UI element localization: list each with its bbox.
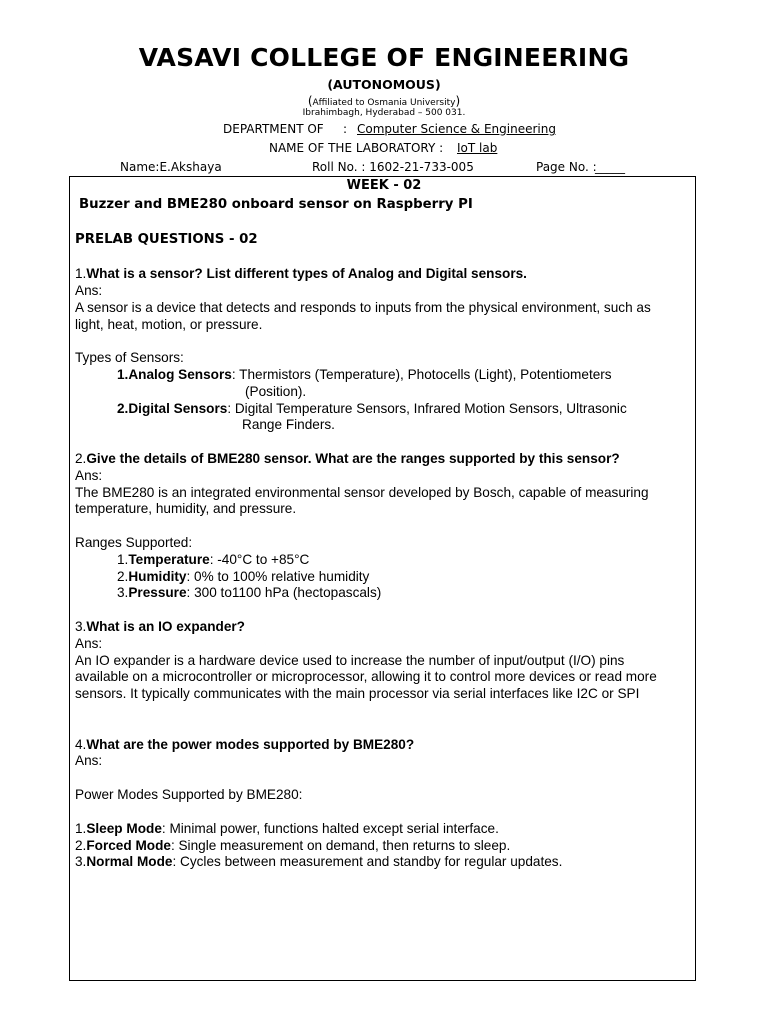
department-label: DEPARTMENT OF: [223, 122, 324, 136]
college-name: VASAVI COLLEGE OF ENGINEERING: [138, 43, 630, 72]
q3-answer-line-1: An IO expander is a hardware device used to increase the number of input/output (I/O) pins: [75, 653, 625, 668]
q2-r2-number: 2.: [117, 569, 129, 584]
q3-ans-label: Ans:: [75, 636, 103, 651]
lab-label: NAME OF THE LABORATORY :: [269, 141, 444, 155]
q2-r3-number: 3.: [117, 585, 129, 600]
q1-digital-label: Digital Sensors: [128, 401, 228, 416]
week-heading: WEEK - 02: [346, 178, 422, 193]
q2-ans-label: Ans:: [75, 468, 103, 483]
q2-r3-text: : 300 to1100 hPa (hectopascals): [186, 585, 382, 600]
q2-range-humidity: [117, 568, 369, 585]
q4-m2-text: : Single measurement on demand, then returns to sleep.: [170, 838, 511, 853]
affiliation-close-paren: ): [455, 94, 461, 108]
q1-types-label: Types of Sensors:: [75, 350, 184, 365]
q4-m3-text: : Cycles between measurement and standby for regular updates.: [172, 854, 563, 869]
q1-ans-label: Ans:: [75, 283, 103, 298]
affiliation-open-paren: (: [307, 94, 313, 108]
q4-m1-label: Sleep Mode: [86, 821, 162, 836]
q4-text: What are the power modes supported by BME280?: [86, 737, 415, 752]
q1-analog-number: 1.: [117, 367, 129, 382]
q2-r3-label: Pressure: [128, 585, 187, 600]
q3-text: What is an IO expander?: [86, 619, 245, 634]
q3-answer-line-3: sensors. It typically communicates with the main processor via serial interfaces like I2C or SPI: [75, 686, 640, 701]
q2-range-pressure: [117, 584, 381, 601]
q4-m1-text: : Minimal power, functions halted except serial interface.: [161, 821, 499, 836]
q3-number: 3.: [75, 619, 87, 634]
q1-answer-line-1: A sensor is a device that detects and responds to inputs from the physical environment, such as: [75, 300, 651, 315]
department-colon: :: [343, 122, 348, 136]
q1-analog-item: [117, 366, 612, 383]
affiliation: [0, 94, 768, 108]
q1-digital-text: : Digital Temperature Sensors, Infrared Motion Sensors, Ultrasonic: [227, 401, 627, 416]
q2-r1-number: 1.: [117, 552, 129, 567]
q3-answer-line-2: available on a microcontroller or microprocessor, allowing it to control more devices or read more: [75, 669, 657, 684]
q4-m1-number: 1.: [75, 821, 87, 836]
autonomous-label: (AUTONOMOUS): [327, 77, 441, 92]
q4-m2-number: 2.: [75, 838, 87, 853]
q1-text: What is a sensor? List different types of Analog and Digital sensors.: [86, 266, 527, 281]
q2-ranges-label: Ranges Supported:: [75, 535, 193, 550]
page-number-value: _____: [595, 160, 625, 174]
q4-mode-sleep: [75, 820, 499, 837]
prelab-heading: PRELAB QUESTIONS - 02: [75, 232, 258, 247]
experiment-title: Buzzer and BME280 onboard sensor on Raspberry PI: [79, 197, 473, 212]
q1-number: 1.: [75, 266, 87, 281]
q2-answer-line-1: The BME280 is an integrated environmental sensor developed by Bosch, capable of measuring: [75, 485, 649, 500]
question-3: [75, 618, 245, 635]
q1-digital-number: 2.: [117, 401, 129, 416]
q2-answer-line-2: temperature, humidity, and pressure.: [75, 501, 297, 516]
q4-number: 4.: [75, 737, 87, 752]
question-2: [75, 450, 620, 467]
q2-range-temperature: [117, 551, 309, 568]
student-name: Name:E.Akshaya: [120, 160, 222, 174]
q1-answer-line-2: light, heat, motion, or pressure.: [75, 317, 263, 332]
q4-ans-label: Ans:: [75, 753, 103, 768]
page-number-label: Page No. :: [536, 160, 597, 174]
q2-r2-text: : 0% to 100% relative humidity: [186, 569, 370, 584]
lab-value: IoT lab: [457, 141, 498, 155]
question-4: [75, 736, 414, 753]
roll-number: Roll No. : 1602-21-733-005: [312, 160, 474, 174]
q4-mode-normal: [75, 853, 562, 870]
q2-text: Give the details of BME280 sensor. What are the ranges supported by this sensor?: [86, 451, 620, 466]
q1-digital-continuation: Range Finders.: [242, 417, 335, 432]
q4-m3-number: 3.: [75, 854, 87, 869]
affiliation-text: Affiliated to Osmania University: [312, 98, 456, 108]
q2-number: 2.: [75, 451, 87, 466]
q2-r1-text: : -40°C to +85°C: [209, 552, 310, 567]
q2-r1-label: Temperature: [128, 552, 210, 567]
q4-modes-label: Power Modes Supported by BME280:: [75, 787, 303, 802]
question-1: [75, 265, 527, 282]
q1-digital-item: [117, 400, 627, 417]
q2-r2-label: Humidity: [128, 569, 187, 584]
q4-mode-forced: [75, 837, 510, 854]
q1-analog-continuation: (Position).: [245, 384, 307, 399]
q1-analog-label: Analog Sensors: [128, 367, 232, 382]
department-value: Computer Science & Engineering: [357, 122, 556, 136]
college-address: Ibrahimbagh, Hyderabad – 500 031.: [302, 108, 466, 118]
q4-m2-label: Forced Mode: [86, 838, 171, 853]
q1-analog-text: : Thermistors (Temperature), Photocells (Light), Potentiometers: [231, 367, 612, 382]
q4-m3-label: Normal Mode: [86, 854, 173, 869]
